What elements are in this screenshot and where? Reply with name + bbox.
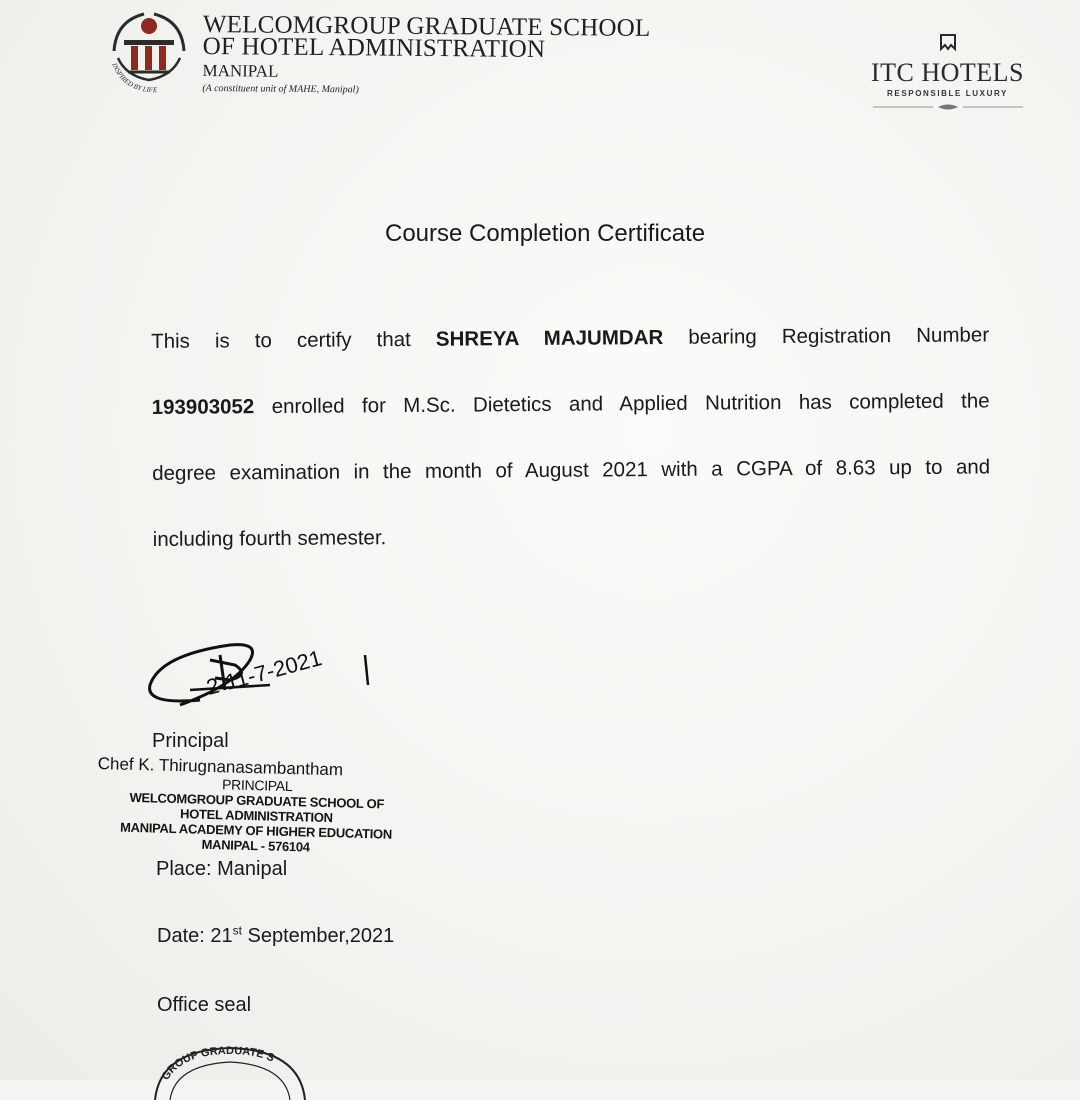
issue-date [157,925,394,948]
office-seal [150,1040,310,1100]
stamp-line-3: MANIPAL ACADEMY OF HIGHER EDUCATION [119,819,393,842]
stamp-line-4: MANIPAL - 576104 [201,836,310,855]
certificate-body [151,315,991,586]
office-seal-label: Office seal [157,994,252,1016]
seal-text: GROUP GRADUATE S [159,1044,276,1083]
body-line-1 [151,315,989,388]
stamp-name: Chef K. Thirugnanasambantham [97,754,344,780]
signatory-role: Principal [152,730,229,752]
certificate-title: Course Completion Certificate [385,220,706,247]
itc-hotels-name: ITC HOTELS [870,58,1025,87]
itc-ornament-rule [873,102,1023,112]
itc-mark-icon [937,32,959,54]
student-name: SHREYA MAJUMDAR [435,325,664,351]
logo-motto: INSPIRED BY LIFE [110,61,158,95]
principal-stamp [96,754,418,857]
body-line-2 [152,381,990,454]
stamp-line-2: HOTEL ADMINISTRATION [179,806,333,826]
body-line-3: degree examination in the month of August 2021 with a CGPA of 8.63 up to and [152,455,991,485]
itc-hotels-tagline: RESPONSIBLE LUXURY [887,89,1008,98]
institution-name-line1: WELCOMGROUP GRADUATE SCHOOL [202,11,651,42]
institution-name-block [202,11,651,98]
body-intro: This is to certify that [151,327,411,353]
body-registration-label: bearing Registration Number [688,323,990,349]
date-prefix: Date: 21 [157,925,233,947]
body-program: enrolled for M.Sc. Dietetics and Applied Nutrition has completed the [271,389,990,419]
date-rest: September,2021 [241,925,395,947]
date-ordinal: st [232,923,242,938]
signature-handwritten-date: 2-11-7-2021 [203,645,325,700]
place: Place: Manipal [156,858,288,880]
registration-number: 193903052 [151,395,255,419]
institution-name-line2: OF HOTEL ADMINISTRATION [202,32,546,63]
body-line-4: including fourth semester. [152,526,387,551]
institution-affiliation: (A constituent unit of MAHE, Manipal) [202,82,359,96]
stamp-line-1: WELCOMGROUP GRADUATE SCHOOL OF [129,789,385,812]
stamp-title: PRINCIPAL [221,776,293,795]
institution-city: MANIPAL [202,60,279,81]
institution-logo [104,6,194,96]
itc-hotels-logo [860,32,1035,117]
